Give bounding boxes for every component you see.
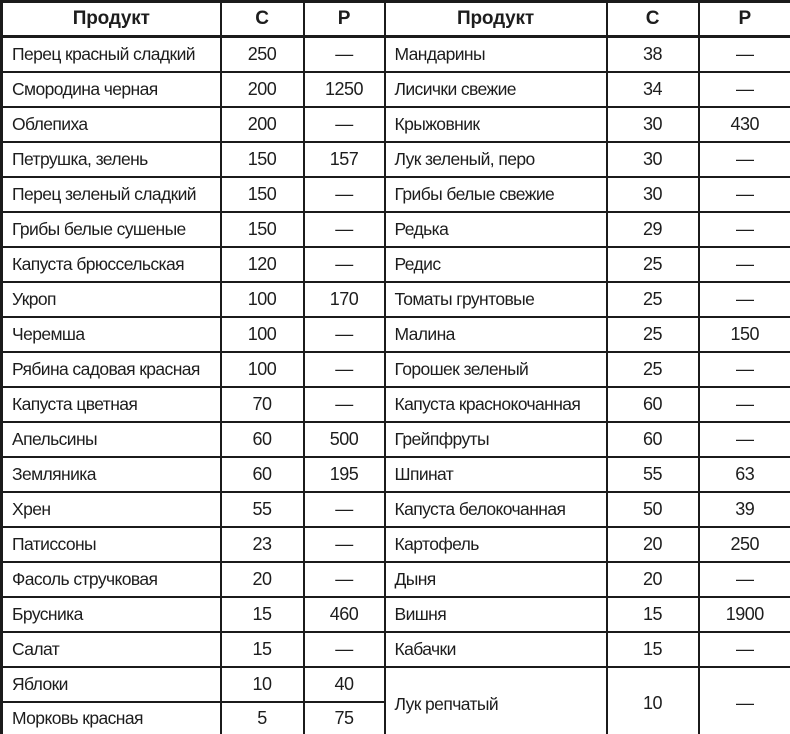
p-value-cell: — xyxy=(304,212,385,247)
c-value-cell: 34 xyxy=(607,72,699,107)
product-cell: Шпинат xyxy=(385,457,607,492)
p-value-cell: — xyxy=(304,37,385,72)
p-value-cell: — xyxy=(699,422,790,457)
product-cell: Перец зеленый сладкий xyxy=(2,177,221,212)
c-value-cell: 29 xyxy=(607,212,699,247)
header-product-left: Продукт xyxy=(2,2,221,37)
table-row xyxy=(2,632,790,667)
product-cell: Перец красный сладкий xyxy=(2,37,221,72)
p-value-cell: 75 xyxy=(304,702,385,734)
c-value-cell: 30 xyxy=(607,142,699,177)
product-cell: Редька xyxy=(385,212,607,247)
product-cell: Смородина черная xyxy=(2,72,221,107)
p-value-cell: 195 xyxy=(304,457,385,492)
product-cell: Вишня xyxy=(385,597,607,632)
table-row xyxy=(2,247,790,282)
c-value-cell: 50 xyxy=(607,492,699,527)
product-cell: Мандарины xyxy=(385,37,607,72)
table-row xyxy=(2,37,790,72)
product-cell: Грибы белые свежие xyxy=(385,177,607,212)
header-c-right: С xyxy=(607,2,699,37)
c-value-cell: 60 xyxy=(607,422,699,457)
table-row xyxy=(2,562,790,597)
c-value-cell: 20 xyxy=(607,527,699,562)
c-value-cell: 100 xyxy=(221,352,304,387)
header-c-left: С xyxy=(221,2,304,37)
header-row xyxy=(2,2,790,37)
product-cell: Картофель xyxy=(385,527,607,562)
product-cell: Морковь красная xyxy=(2,702,221,734)
product-cell: Облепиха xyxy=(2,107,221,142)
p-value-cell: — xyxy=(304,177,385,212)
c-value-cell: 38 xyxy=(607,37,699,72)
p-value-cell: 39 xyxy=(699,492,790,527)
p-value-cell: — xyxy=(699,667,790,734)
c-value-cell: 150 xyxy=(221,177,304,212)
p-value-cell: — xyxy=(304,527,385,562)
p-value-cell: 460 xyxy=(304,597,385,632)
p-value-cell: — xyxy=(304,562,385,597)
p-value-cell: — xyxy=(699,282,790,317)
c-value-cell: 25 xyxy=(607,352,699,387)
product-cell: Рябина садовая красная xyxy=(2,352,221,387)
p-value-cell: — xyxy=(699,177,790,212)
p-value-cell: — xyxy=(699,72,790,107)
c-value-cell: 15 xyxy=(607,597,699,632)
p-value-cell: — xyxy=(304,387,385,422)
p-value-cell: — xyxy=(304,492,385,527)
p-value-cell: — xyxy=(699,212,790,247)
p-value-cell: — xyxy=(699,352,790,387)
product-cell: Капуста цветная xyxy=(2,387,221,422)
c-value-cell: 10 xyxy=(607,667,699,734)
table-row xyxy=(2,457,790,492)
p-value-cell: — xyxy=(699,247,790,282)
p-value-cell: — xyxy=(699,37,790,72)
product-cell: Салат xyxy=(2,632,221,667)
p-value-cell: — xyxy=(304,107,385,142)
c-value-cell: 200 xyxy=(221,107,304,142)
product-cell: Грейпфруты xyxy=(385,422,607,457)
p-value-cell: 1900 xyxy=(699,597,790,632)
product-cell: Патиссоны xyxy=(2,527,221,562)
table-row xyxy=(2,107,790,142)
table-row xyxy=(2,667,790,702)
table-row xyxy=(2,492,790,527)
p-value-cell: 500 xyxy=(304,422,385,457)
c-value-cell: 30 xyxy=(607,177,699,212)
c-value-cell: 55 xyxy=(607,457,699,492)
table-row xyxy=(2,422,790,457)
p-value-cell: 170 xyxy=(304,282,385,317)
c-value-cell: 70 xyxy=(221,387,304,422)
product-cell: Брусника xyxy=(2,597,221,632)
c-value-cell: 25 xyxy=(607,282,699,317)
p-value-cell: — xyxy=(304,247,385,282)
product-cell: Яблоки xyxy=(2,667,221,702)
c-value-cell: 100 xyxy=(221,282,304,317)
product-cell: Томаты грунтовые xyxy=(385,282,607,317)
p-value-cell: 63 xyxy=(699,457,790,492)
c-value-cell: 5 xyxy=(221,702,304,734)
p-value-cell: 157 xyxy=(304,142,385,177)
c-value-cell: 25 xyxy=(607,247,699,282)
p-value-cell: 40 xyxy=(304,667,385,702)
product-cell: Земляника xyxy=(2,457,221,492)
product-cell: Малина xyxy=(385,317,607,352)
p-value-cell: — xyxy=(304,317,385,352)
product-cell: Лук зеленый, перо xyxy=(385,142,607,177)
p-value-cell: — xyxy=(699,142,790,177)
c-value-cell: 60 xyxy=(221,422,304,457)
p-value-cell: 250 xyxy=(699,527,790,562)
p-value-cell: 150 xyxy=(699,317,790,352)
product-cell: Горошек зеленый xyxy=(385,352,607,387)
c-value-cell: 150 xyxy=(221,212,304,247)
header-product-right: Продукт xyxy=(385,2,607,37)
product-cell: Черемша xyxy=(2,317,221,352)
product-cell: Петрушка, зелень xyxy=(2,142,221,177)
table-row xyxy=(2,142,790,177)
product-cell: Лисички свежие xyxy=(385,72,607,107)
c-value-cell: 60 xyxy=(221,457,304,492)
product-cell: Капуста белокочанная xyxy=(385,492,607,527)
c-value-cell: 120 xyxy=(221,247,304,282)
product-cell: Фасоль стручковая xyxy=(2,562,221,597)
c-value-cell: 15 xyxy=(221,597,304,632)
header-p-right: Р xyxy=(699,2,790,37)
c-value-cell: 200 xyxy=(221,72,304,107)
p-value-cell: 1250 xyxy=(304,72,385,107)
c-value-cell: 25 xyxy=(607,317,699,352)
product-cell: Дыня xyxy=(385,562,607,597)
table-row xyxy=(2,212,790,247)
product-cell: Кабачки xyxy=(385,632,607,667)
product-cell: Капуста брюссельская xyxy=(2,247,221,282)
c-value-cell: 23 xyxy=(221,527,304,562)
product-cell: Крыжовник xyxy=(385,107,607,142)
table-row xyxy=(2,177,790,212)
c-value-cell: 55 xyxy=(221,492,304,527)
table-row xyxy=(2,317,790,352)
product-cell: Грибы белые сушеные xyxy=(2,212,221,247)
p-value-cell: — xyxy=(304,632,385,667)
product-cell: Редис xyxy=(385,247,607,282)
header-p-left: Р xyxy=(304,2,385,37)
c-value-cell: 15 xyxy=(221,632,304,667)
p-value-cell: — xyxy=(304,352,385,387)
product-cell: Капуста краснокочанная xyxy=(385,387,607,422)
c-value-cell: 60 xyxy=(607,387,699,422)
table-row xyxy=(2,387,790,422)
product-cell: Хрен xyxy=(2,492,221,527)
product-cell: Лук репчатый xyxy=(385,667,607,734)
c-value-cell: 20 xyxy=(607,562,699,597)
c-value-cell: 100 xyxy=(221,317,304,352)
table-row xyxy=(2,597,790,632)
c-value-cell: 20 xyxy=(221,562,304,597)
table-row xyxy=(2,72,790,107)
table-row xyxy=(2,527,790,562)
p-value-cell: 430 xyxy=(699,107,790,142)
c-value-cell: 250 xyxy=(221,37,304,72)
c-value-cell: 30 xyxy=(607,107,699,142)
c-value-cell: 15 xyxy=(607,632,699,667)
p-value-cell: — xyxy=(699,632,790,667)
c-value-cell: 150 xyxy=(221,142,304,177)
p-value-cell: — xyxy=(699,387,790,422)
table-row xyxy=(2,352,790,387)
table-row xyxy=(2,282,790,317)
product-cell: Укроп xyxy=(2,282,221,317)
c-value-cell: 10 xyxy=(221,667,304,702)
product-cell: Апельсины xyxy=(2,422,221,457)
p-value-cell: — xyxy=(699,562,790,597)
